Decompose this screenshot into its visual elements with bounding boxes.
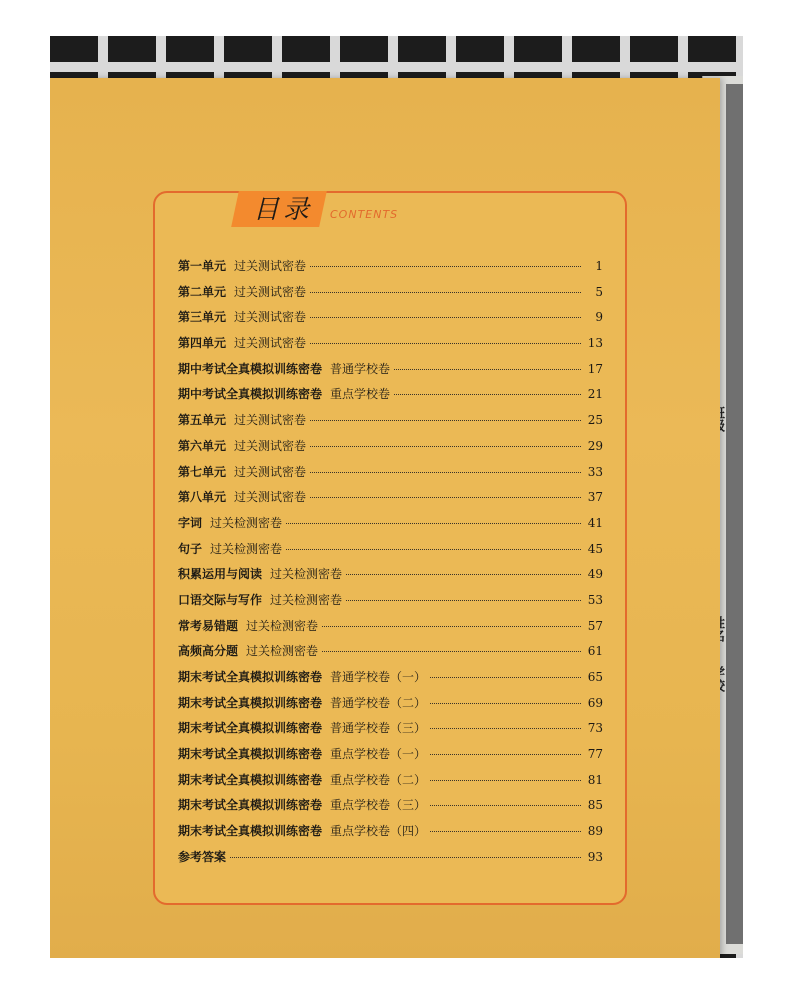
toc-item: [178, 488, 603, 514]
toc-item: [178, 257, 603, 283]
toc-item: [178, 437, 603, 463]
toc-item-subtitle: 重点学校卷（二）: [330, 772, 427, 787]
toc-entry: [178, 385, 390, 402]
toc-item-page: 61: [587, 644, 603, 659]
toc-entry: [178, 334, 306, 351]
toc-item-title: 第七单元: [178, 464, 227, 479]
toc-leader-dots: [430, 779, 581, 781]
toc-entry: [178, 822, 426, 839]
toc-item-subtitle: 过关测试密卷: [234, 438, 307, 453]
toc-item-title: 字词: [178, 515, 203, 530]
toc-item-title: 期末考试全真模拟训练密卷: [178, 695, 323, 710]
toc-item-page: 77: [587, 747, 603, 762]
toc-leader-dots: [310, 445, 581, 447]
toc-item-title: 第四单元: [178, 336, 227, 351]
toc-item: [178, 796, 603, 822]
toc-entry: [178, 514, 282, 531]
toc-leader-dots: [430, 676, 581, 678]
toc-item-title: 期末考试全真模拟训练密卷: [178, 670, 323, 684]
toc-item: [178, 719, 603, 745]
toc-item-title: 第五单元: [178, 413, 227, 428]
toc-item-subtitle: 过关测试密卷: [234, 464, 307, 479]
toc-leader-dots: [430, 804, 581, 806]
toc-item: [178, 591, 603, 617]
toc-entry: [178, 308, 306, 325]
toc-entry: [178, 257, 306, 274]
toc-leader-dots: [286, 548, 581, 550]
toc-item-subtitle: 过关检测密卷: [270, 567, 343, 582]
toc-item-subtitle: 过关测试密卷: [234, 259, 307, 273]
toc-item-title: 积累运用与阅读: [178, 567, 263, 582]
toc-item-subtitle: 重点学校卷: [330, 387, 391, 402]
toc-item-page: 85: [587, 798, 603, 813]
toc-item-subtitle: 过关检测密卷: [210, 541, 283, 556]
toc-item-subtitle: 过关测试密卷: [234, 336, 307, 351]
toc-item-title: 高频高分题: [178, 644, 239, 659]
toc-item: [178, 848, 603, 874]
toc-item-page: 49: [587, 567, 603, 582]
toc-leader-dots: [310, 496, 581, 498]
toc-entry: [178, 668, 426, 685]
toc-item-title: 参考答案: [178, 849, 227, 864]
toc-item-page: 45: [587, 541, 603, 556]
toc-leader-dots: [430, 702, 581, 704]
toc-item-subtitle: 重点学校卷（四）: [330, 824, 427, 839]
toc-item: [178, 617, 603, 643]
toc-item-title: 期末考试全真模拟训练密卷: [178, 798, 323, 813]
toc-item-title: 期中考试全真模拟训练密卷: [178, 387, 323, 402]
toc-list: [178, 257, 603, 874]
toc-leader-dots: [430, 753, 581, 755]
toc-item-subtitle: 重点学校卷（一）: [330, 747, 427, 762]
toc-item: [178, 565, 603, 591]
toc-item-page: 65: [587, 670, 603, 684]
toc-entry: [178, 745, 426, 762]
toc-entry: [178, 437, 306, 454]
toc-item-subtitle: 过关检测密卷: [270, 592, 343, 607]
toc-leader-dots: [310, 291, 581, 293]
toc-item-subtitle: 普通学校卷（三）: [330, 721, 427, 736]
toc-entry: [178, 642, 318, 659]
toc-item-page: 37: [587, 490, 603, 505]
toc-item-subtitle: 过关测试密卷: [234, 413, 307, 428]
toc-leader-dots: [230, 856, 581, 858]
toc-item: [178, 385, 603, 411]
toc-leader-dots: [346, 599, 581, 601]
toc-item: [178, 360, 603, 386]
toc-item: [178, 411, 603, 437]
toc-leader-dots: [322, 625, 581, 627]
toc-leader-dots: [310, 342, 581, 344]
toc-item-title: 第二单元: [178, 284, 227, 299]
toc-item-title: 期末考试全真模拟训练密卷: [178, 824, 323, 839]
toc-item-page: 81: [587, 772, 603, 787]
toc-item-page: 25: [587, 413, 603, 428]
toc-item-page: 73: [587, 721, 603, 736]
toc-item-page: 57: [587, 618, 603, 633]
toc-item: [178, 540, 603, 566]
toc-item-title: 句子: [178, 541, 203, 556]
toc-item-title: 第六单元: [178, 438, 227, 453]
toc-leader-dots: [394, 368, 581, 370]
toc-item: [178, 334, 603, 360]
toc-entry: [178, 283, 306, 300]
toc-leader-dots: [394, 393, 581, 395]
toc-item-page: 13: [587, 336, 603, 351]
toc-item-page: 93: [587, 849, 603, 864]
toc-item-title: 口语交际与写作: [178, 592, 263, 607]
toc-item-title: 第八单元: [178, 490, 227, 505]
toc-entry: [178, 591, 342, 608]
toc-leader-dots: [430, 727, 581, 729]
toc-item-page: 33: [587, 464, 603, 479]
toc-item-page: 41: [587, 515, 603, 530]
toc-entry: [178, 771, 426, 788]
toc-item-page: 89: [587, 824, 603, 839]
photo-background: [50, 36, 743, 958]
toc-item-page: 5: [595, 284, 603, 299]
toc-item: [178, 694, 603, 720]
toc-item-subtitle: 普通学校卷: [330, 361, 391, 376]
toc-leader-dots: [310, 471, 581, 473]
toc-entry: [178, 540, 282, 557]
toc-leader-dots: [310, 316, 581, 318]
toc-leader-dots: [430, 830, 581, 832]
toc-leader-dots: [286, 522, 581, 524]
toc-entry: [178, 488, 306, 505]
toc-entry: [178, 694, 426, 711]
toc-item-title: 常考易错题: [178, 618, 239, 633]
toc-item-page: 53: [587, 592, 603, 607]
toc-leader-dots: [310, 419, 581, 421]
toc-item-page: 69: [587, 695, 603, 710]
toc-item-subtitle: 普通学校卷（二）: [330, 695, 427, 710]
toc-item-subtitle: 过关检测密卷: [246, 644, 319, 659]
toc-leader-dots: [322, 650, 581, 652]
toc-item-page: 9: [595, 310, 603, 325]
toc-entry: [178, 463, 306, 480]
toc-leader-dots: [346, 573, 581, 575]
toc-item-page: 1: [595, 259, 603, 273]
toc-item-title: 第三单元: [178, 310, 227, 325]
book-page: [50, 78, 720, 958]
toc-item: [178, 771, 603, 797]
toc-item-subtitle: 过关测试密卷: [234, 490, 307, 505]
toc-entry: [178, 796, 426, 813]
toc-entry: [178, 617, 318, 634]
toc-item: [178, 514, 603, 540]
toc-item: [178, 668, 603, 694]
toc-item-subtitle: 过关测试密卷: [234, 284, 307, 299]
toc-item-page: 17: [587, 361, 603, 376]
toc-item: [178, 745, 603, 771]
toc-item: [178, 283, 603, 309]
toc-entry: [178, 719, 426, 736]
toc-frame: [153, 191, 627, 905]
toc-item: [178, 308, 603, 334]
toc-item: [178, 642, 603, 668]
toc-item-title: 期末考试全真模拟训练密卷: [178, 747, 323, 762]
toc-item-title: 第一单元: [178, 259, 227, 273]
toc-item-subtitle: 过关检测密卷: [246, 618, 319, 633]
toc-entry: [178, 411, 306, 428]
toc-item-subtitle: 普通学校卷（一）: [330, 670, 427, 684]
toc-item-title: 期中考试全真模拟训练密卷: [178, 361, 323, 376]
toc-entry: [178, 360, 390, 377]
toc-item-subtitle: 过关测试密卷: [234, 310, 307, 325]
toc-entry: [178, 848, 226, 865]
toc-leader-dots: [310, 265, 581, 267]
page-subtitle: CONTENTS: [330, 208, 399, 221]
toc-item-page: 21: [587, 387, 603, 402]
toc-item-title: 期末考试全真模拟训练密卷: [178, 772, 323, 787]
toc-entry: [178, 565, 342, 582]
toc-item: [178, 463, 603, 489]
toc-item-subtitle: 重点学校卷（三）: [330, 798, 427, 813]
toc-item: [178, 822, 603, 848]
toc-item-title: 期末考试全真模拟训练密卷: [178, 721, 323, 736]
toc-item-subtitle: 过关检测密卷: [210, 515, 283, 530]
page-title: 目录: [252, 195, 313, 225]
toc-item-page: 29: [587, 438, 603, 453]
side-binding-strip: [726, 84, 743, 944]
